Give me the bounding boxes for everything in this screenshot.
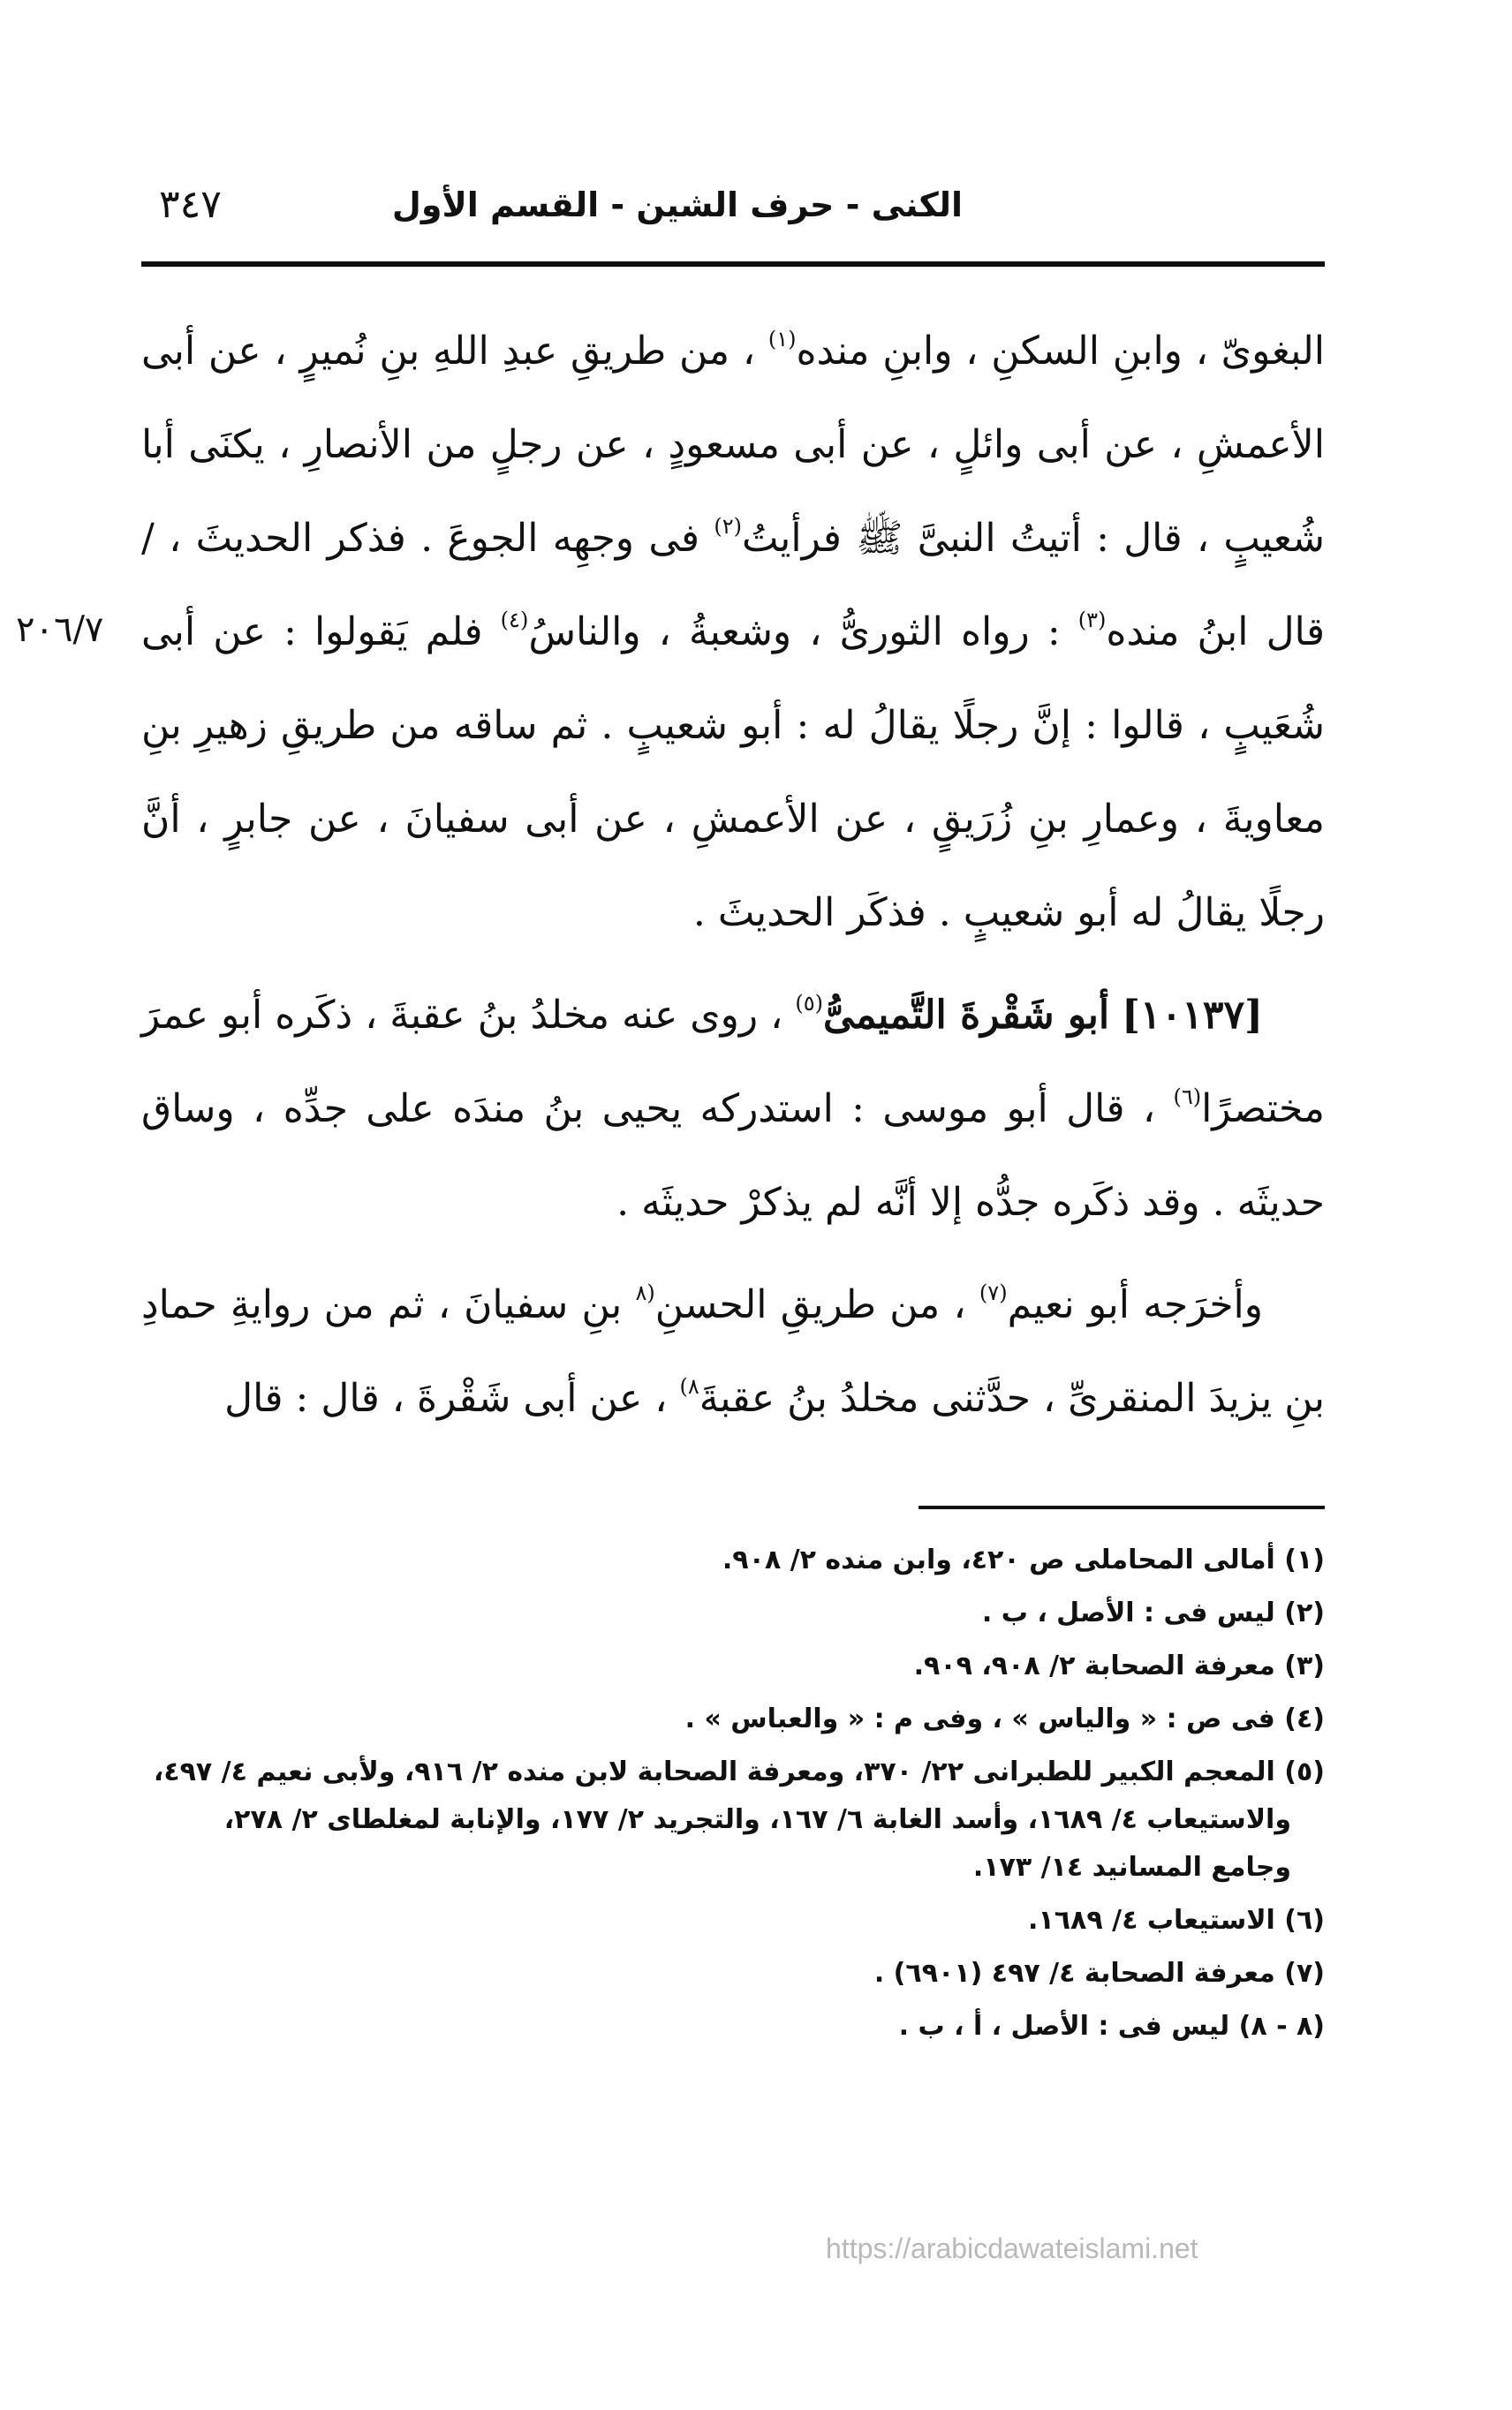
- footnote-1: (١) أمالى المحاملى ص ٤٢٠، وابن منده ٢/ ٩٠٨.: [722, 1545, 1325, 1575]
- footnote-3: (٣) معرفة الصحابة ٢/ ٩٠٨، ٩٠٩.: [913, 1651, 1325, 1681]
- footnote-4: (٤) فى ص : « والياس » ، وفى م : « والعباس » .: [684, 1704, 1325, 1734]
- footnote-ref: (٣): [1077, 608, 1107, 632]
- footnote-2: (٢) ليس فى : الأصل ، ب .: [981, 1598, 1325, 1628]
- main-text: [141, 305, 1325, 1446]
- page-number: ٣٤٧: [159, 182, 222, 227]
- footnote-ref: (٥): [795, 991, 824, 1016]
- footnote-5-line-2: والاستيعاب ٤/ ١٦٨٩، وأسد الغابة ٦/ ١٦٧، والتجريد ٢/ ١٧٧، والإنابة لمغلطاى ٢/ ٢٧٨،: [223, 1804, 1291, 1835]
- footnote-7: (٧) معرفة الصحابة ٤/ ٤٩٧ (٦٩٠١) .: [873, 1958, 1325, 1989]
- running-title: الكنى - حرف الشين - القسم الأول: [391, 185, 963, 224]
- footnote-ref: (١): [767, 327, 797, 351]
- paragraph-1: البغوىّ ، وابنِ السكنِ ، وابنِ منده$^{(١)}$ ، من طريقِ عبدِ اللهِ بنِ نُميرٍ ، عن أبى الأعمشِ ، عن أبى وائلٍ ، عن أبى مسعودٍ ، عن رجلٍ من الأنصارِ ، يكنَى أبا شُعيبٍ ، قال : أتيتُ النبىَّ ﷺ فرأيتُ$^{(٢)}$ فى وجهِه الجوعَ . فذكر الحديثَ ، /قال ابنُ منده$^{(٣)}$ : رواه الثورىُّ ، وشعبةُ ، والناسُ$^{(٤)}$ فلم يَقولوا : عن أبى شُعَيبٍ ، قالوا : إنَّ رجلًا يقالُ له : أبو شعيبٍ . ثم ساقه من طريقِ زهيرِ بنِ معاويةَ ، وعمارِ بنِ زُرَيقٍ ، عن الأعمشِ ، عن أبى سفيانَ ، عن جابرٍ ، أنَّ رجلًا يقالُ له أبو شعيبٍ . فذكَر الحديثَ .: [141, 327, 1325, 935]
- watermark: https://arabicdawateislami.net: [826, 2232, 1198, 2264]
- footnote-ref: (٢): [714, 514, 742, 539]
- footnote-ref: (٤): [500, 608, 529, 632]
- footnote-5-line-1: (٥) المعجم الكبير للطبرانى ٢٢/ ٣٧٠، ومعرفة الصحابة لابن منده ٢/ ٩١٦، ولأبى نعيم ٤/ ٤٩٧،: [153, 1757, 1325, 1787]
- footnote-8: (٨ - ٨) ليس فى : الأصل ، أ ، ب .: [898, 2011, 1325, 2042]
- footnote-ref: (٨: [635, 1281, 655, 1305]
- footnotes: [141, 1537, 1325, 2056]
- entry-number: [١٠١٣٧]: [1122, 993, 1263, 1038]
- footnote-separator: [919, 1506, 1325, 1509]
- footnote-ref: (٦): [1173, 1084, 1202, 1109]
- entry-name: أبو شَقْرةَ التَّميمىُّ: [823, 993, 1110, 1038]
- footnote-6: (٦) الاستيعاب ٤/ ١٦٨٩.: [1028, 1905, 1325, 1936]
- footnote-ref: (٧): [979, 1281, 1008, 1305]
- paragraph-3: وأخرَجه أبو نعيم$^{(٧)}$ ، من طريقِ الحسنِ$^{(٨}$ بنِ سفيانَ ، ثم من روايةِ حمادِ بنِ يزيدَ المنقرىِّ ، حدَّثنى مخلدُ بنُ عقبةَ$^{٨)}$ ، عن أبى شَقْرةَ ، قال : قال: [141, 1281, 1325, 1421]
- margin-reference: ٢٠٦/٧: [16, 609, 104, 650]
- paragraph-2: [١٠١٣٧] أبو شَقْرةَ التَّميمىُّ$^{(٥)}$ ، روى عنه مخلدُ بنُ عقبةَ ، ذكَره أبو عمرَ مختصرًا$^{(٦)}$ ، قال أبو موسى : استدركه يحيى بنُ مندَه على جدِّه ، وساق حديثَه . وقد ذكَره جدُّه إلا أنَّه لم يذكرْ حديثَه .: [141, 991, 1325, 1225]
- footnote-5: [141, 1749, 1325, 1892]
- footnote-5-line-3: وجامع المسانيد ١٤/ ١٧٣.: [972, 1852, 1291, 1883]
- footnote-ref: ٨): [679, 1374, 699, 1399]
- page-header: [141, 177, 1325, 247]
- header-rule: [141, 261, 1325, 267]
